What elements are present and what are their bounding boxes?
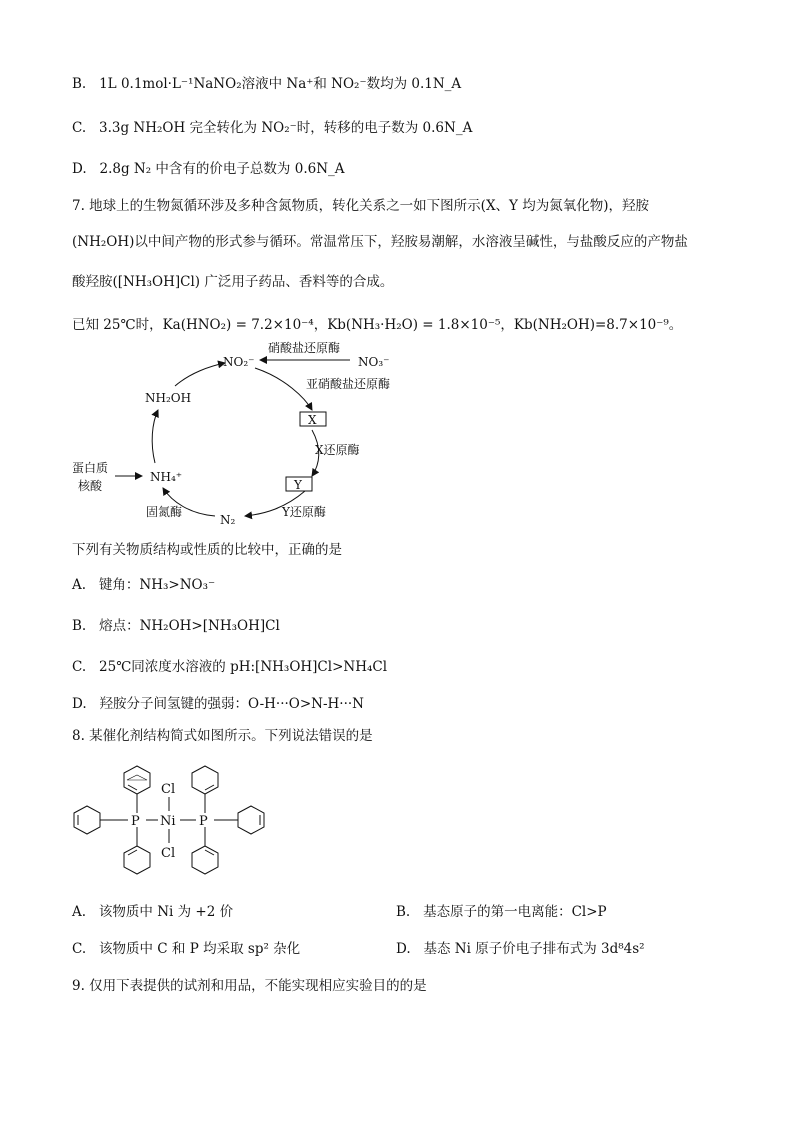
q6-option-c	[72, 116, 472, 136]
q6-option-b-text: 1L 0.1mol·L⁻¹NaNO₂溶液中 Na⁺和 NO₂⁻数均为 0.1N_A	[99, 76, 462, 92]
arrow-nh4-to-nh2oh	[152, 410, 158, 463]
label-protein: 蛋白质	[72, 461, 109, 475]
label-x: X	[308, 413, 317, 427]
q6-option-d	[72, 157, 345, 177]
q6-option-d-text: 2.8g N₂ 中含有的价电子总数为 0.6N_A	[99, 161, 345, 177]
arrow-nh2oh-to-no2	[175, 363, 225, 386]
label-nitrite-reductase: 亚硝酸盐还原酶	[306, 377, 391, 391]
q9-stem: 9. 仅用下表提供的试剂和用品，不能实现相应实验目的的是	[72, 978, 427, 994]
atom-ni: Ni	[160, 814, 176, 829]
q7-given-constants: 已知 25℃时，Ka(HNO₂) = 7.2×10⁻⁴，Kb(NH₃·H₂O) = 1.8×10⁻⁵，Kb(NH₂OH)=8.7×10⁻⁹。	[72, 317, 683, 333]
label-y: Y	[294, 478, 302, 492]
q7-question: 下列有关物质结构或性质的比较中，正确的是	[72, 542, 342, 558]
q8-stem: 8. 某催化剂结构简式如图所示。下列说法错误的是	[72, 728, 373, 744]
q7-option-d-label: D.	[72, 696, 87, 712]
q8-option-b	[396, 900, 607, 920]
q7-option-a	[72, 573, 215, 593]
label-nucleic-acid: 核酸	[78, 479, 103, 493]
q8-option-c	[72, 937, 300, 957]
q7-option-b	[72, 614, 280, 634]
q7-option-c-label: C.	[72, 659, 87, 675]
q7-stem-line-2: (NH₂OH)以中间产物的形式参与循环。常温常压下，羟胺易潮解，水溶液呈碱性，与盐酸反应的产物盐	[72, 234, 688, 250]
q6-option-c-label: C.	[72, 120, 87, 136]
label-nh4: NH₄⁺	[150, 470, 183, 484]
q7-option-b-text: 熔点：NH₂OH>[NH₃OH]Cl	[99, 618, 280, 634]
label-n2: N₂	[220, 513, 236, 527]
nitrogen-cycle-diagram	[60, 338, 420, 533]
label-y-reductase: Y还原酶	[282, 505, 326, 519]
q7-stem-line-1: 7. 地球上的生物氮循环涉及多种含氮物质，转化关系之一如下图所示(X、Y 均为氮氧化物)，羟胺	[72, 198, 650, 214]
q8-option-d-text: 基态 Ni 原子价电子排布式为 3d⁸4s²	[423, 941, 645, 957]
q7-option-d-text: 羟胺分子间氢键的强弱：O-H···O>N-H···N	[99, 696, 364, 712]
q8-option-c-text: 该物质中 C 和 P 均采取 sp² 杂化	[99, 941, 301, 957]
q6-option-b	[72, 72, 461, 92]
label-no2: NO₂⁻	[223, 355, 255, 369]
arrow-no2-to-x	[255, 368, 312, 410]
q7-option-b-label: B.	[72, 618, 87, 634]
q7-option-a-label: A.	[72, 577, 87, 593]
q7-option-d	[72, 692, 364, 712]
q8-option-b-text: 基态原子的第一电离能：Cl>P	[423, 904, 607, 920]
atom-p-left: P	[131, 814, 140, 829]
q7-option-a-text: 键角：NH₃>NO₃⁻	[98, 577, 216, 593]
q6-option-d-label: D.	[72, 161, 87, 177]
q7-option-c-text: 25℃同浓度水溶液的 pH:[NH₃OH]Cl>NH₄Cl	[99, 659, 388, 675]
atom-cl-top: Cl	[161, 782, 176, 797]
atom-p-right: P	[199, 814, 208, 829]
label-x-reductase: X还原酶	[315, 443, 360, 457]
q6-option-c-text: 3.3g NH₂OH 完全转化为 NO₂⁻时，转移的电子数为 0.6N_A	[99, 120, 473, 136]
q8-option-a	[72, 900, 233, 920]
q8-option-a-label: A.	[72, 904, 87, 920]
q6-option-b-label: B.	[72, 76, 87, 92]
label-nh2oh: NH₂OH	[145, 391, 192, 405]
label-nitrate-reductase: 硝酸盐还原酶	[268, 341, 341, 355]
atom-cl-bottom: Cl	[161, 846, 176, 861]
q8-option-d-label: D.	[396, 941, 411, 957]
q8-option-b-label: B.	[396, 904, 411, 920]
q8-option-a-text: 该物质中 Ni 为 +2 价	[98, 904, 234, 920]
q8-option-c-label: C.	[72, 941, 87, 957]
q8-option-d	[396, 937, 645, 957]
q7-option-c	[72, 655, 387, 675]
nickel-complex-structure	[66, 755, 276, 885]
q7-stem-line-3: 酸羟胺([NH₃OH]Cl) 广泛用子药品、香料等的合成。	[72, 274, 394, 290]
label-nitrogenase: 固氮酶	[146, 505, 183, 519]
label-no3: NO₃⁻	[358, 355, 390, 369]
